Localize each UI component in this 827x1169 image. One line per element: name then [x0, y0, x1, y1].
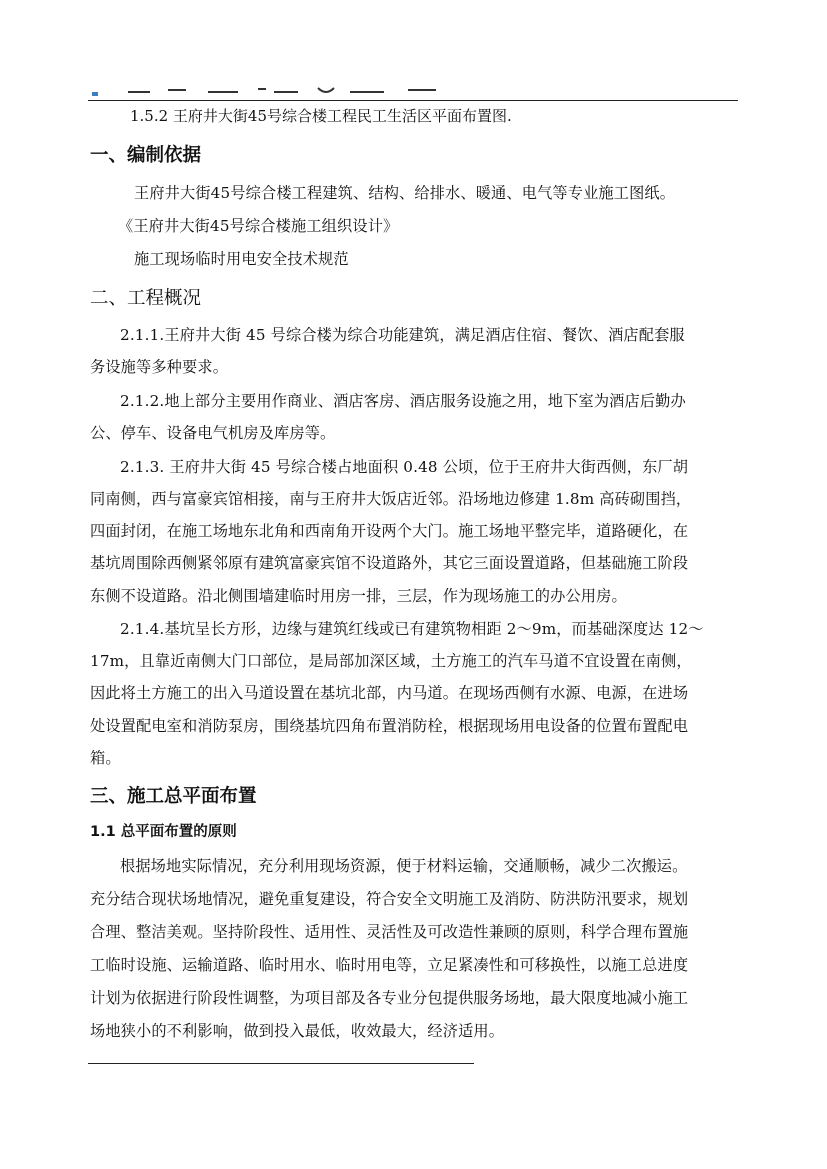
section-3-subheading: 1.1 总平面布置的原则 — [90, 824, 237, 840]
paragraph-line: 根据场地实际情况，充分利用现场资源，便于材料运输，交通顺畅，减少二次搬运。 — [120, 857, 688, 875]
paragraph-line: 务设施等多种要求。 — [90, 358, 229, 376]
paragraph-line: 同南侧，西与富豪宾馆相接，南与王府井大饭店近邻。沿场地边修建 1.8m 高砖砌围挡， — [90, 490, 692, 508]
section-2-heading: 二、工程概况 — [90, 288, 202, 309]
section-3-heading: 三、施工总平面布置 — [90, 786, 257, 807]
paragraph-line: 计划为依据进行阶段性调整，为项目部及各专业分包提供服务场地，最大限度地减小施工 — [90, 989, 689, 1007]
paragraph-line: 17m，且靠近南侧大门口部位，是局部加深区域，土方施工的汽车马道不宜设置在南侧， — [90, 652, 692, 670]
paragraph-line: 箱。 — [90, 749, 121, 767]
paragraph-line: 2.1.4.基坑呈长方形，边缘与建筑红线或已有建筑物相距 2～9m，而基础深度达 12～ — [120, 620, 704, 638]
document-subtitle: 1.5.2 王府井大街45号综合楼工程民工生活区平面布置图. — [130, 107, 512, 125]
paragraph-line: 公、停车、设备电气机房及库房等。 — [90, 424, 336, 442]
paragraph-line: 2.1.2.地上部分主要用作商业、酒店客房、酒店服务设施之用，地下室为酒店后勤办 — [120, 392, 686, 410]
footer-rule — [88, 1063, 474, 1064]
paragraph-line: 2.1.3. 王府井大街 45 号综合楼占地面积 0.48 公顷，位于王府井大街西侧，东厂胡 — [120, 458, 689, 476]
header-rule — [88, 100, 738, 101]
paragraph-line: 四面封闭，在施工场地东北角和西南角开设两个大门。施工场地平整完毕，道路硬化，在 — [90, 522, 689, 540]
paragraph-line: 因此将土方施工的出入马道设置在基坑北部，内马道。在现场西侧有水源、电源，在进场 — [90, 684, 689, 702]
paragraph-line: 工临时设施、运输道路、临时用水、临时用电等，立足紧凑性和可移换性，以施工总进度 — [90, 956, 689, 974]
header-cropped-text — [88, 80, 488, 98]
section-1-item: 《王府井大街45号综合楼施工组织设计》 — [118, 217, 399, 235]
paragraph-line: 处设置配电室和消防泵房，围绕基坑四角布置消防栓，根据现场用电设备的位置布置配电 — [90, 717, 689, 735]
paragraph-line: 基坑周围除西侧紧邻原有建筑富豪宾馆不设道路外，其它三面设置道路，但基础施工阶段 — [90, 554, 689, 572]
paragraph-line: 合理、整洁美观。坚持阶段性、适用性、灵活性及可改造性兼顾的原则，科学合理布置施 — [90, 923, 689, 941]
section-1-item: 王府井大街45号综合楼工程建筑、结构、给排水、暖通、电气等专业施工图纸。 — [134, 184, 676, 202]
paragraph-line: 2.1.1.王府井大街 45 号综合楼为综合功能建筑，满足酒店住宿、餐饮、酒店配套服 — [120, 326, 685, 344]
section-1-heading: 一、编制依据 — [90, 145, 202, 166]
paragraph-line: 东侧不设道路。沿北侧围墙建临时用房一排，三层，作为现场施工的办公用房。 — [90, 587, 627, 605]
section-1-item: 施工现场临时用电安全技术规范 — [134, 250, 349, 268]
paragraph-line: 充分结合现状场地情况，避免重复建设，符合安全文明施工及消防、防洪防汛要求，规划 — [90, 890, 689, 908]
paragraph-line: 场地狭小的不利影响，做到投入最低，收效最大，经济适用。 — [90, 1022, 505, 1040]
